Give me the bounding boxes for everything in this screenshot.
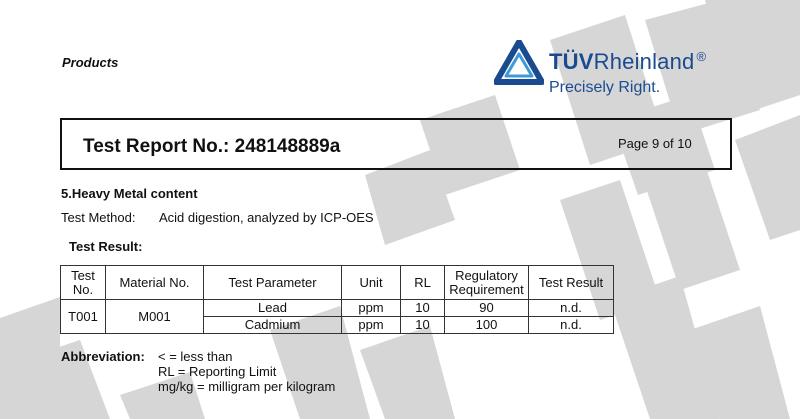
section-label: Products (62, 55, 119, 70)
header-rl: RL (401, 266, 445, 300)
tuv-triangle-logo-icon (494, 40, 544, 86)
abbreviation-list (158, 349, 335, 394)
header-test-no: Test No. (61, 266, 106, 300)
header-regulatory-requirement: Regulatory Requirement (445, 266, 529, 300)
test-method-label: Test Method: (61, 210, 136, 225)
section-title: 5.Heavy Metal content (61, 186, 198, 201)
report-title: Test Report No.: 248148889a (83, 136, 341, 157)
brand-name (549, 49, 706, 75)
tuv-logo (494, 40, 734, 102)
cell-requirement: 90 (445, 300, 529, 317)
cell-rl: 10 (401, 300, 445, 317)
abbreviation-label: Abbreviation: (61, 349, 145, 364)
report-number-box (60, 118, 732, 170)
table-row (61, 300, 614, 317)
abbreviation-item: mg/kg = milligram per kilogram (158, 379, 336, 394)
header-unit: Unit (342, 266, 401, 300)
abbreviation-item: RL = Reporting Limit (158, 364, 277, 379)
cell-parameter: Lead (204, 300, 342, 317)
cell-result: n.d. (529, 300, 614, 317)
abbreviation-item: < = less than (158, 349, 233, 364)
brand-tagline: Precisely Right. (549, 79, 661, 96)
cell-test-no: T001 (61, 300, 106, 334)
results-table (60, 265, 614, 334)
table-header-row (61, 266, 614, 300)
cell-unit: ppm (342, 300, 401, 317)
cell-result: n.d. (529, 317, 614, 334)
cell-unit: ppm (342, 317, 401, 334)
cell-requirement: 100 (445, 317, 529, 334)
cell-parameter: Cadmium (204, 317, 342, 334)
test-method-value: Acid digestion, analyzed by ICP-OES (159, 210, 374, 225)
cell-material-no: M001 (106, 300, 204, 334)
header-material-no: Material No. (106, 266, 204, 300)
page-indicator: Page 9 of 10 (618, 136, 692, 151)
brand-bold: TÜV (549, 49, 594, 74)
cell-rl: 10 (401, 317, 445, 334)
header-test-parameter: Test Parameter (204, 266, 342, 300)
registered-mark: ® (696, 49, 707, 64)
test-result-heading: Test Result: (69, 239, 143, 254)
brand-rest: Rheinland (593, 49, 695, 74)
header-test-result: Test Result (529, 266, 614, 300)
